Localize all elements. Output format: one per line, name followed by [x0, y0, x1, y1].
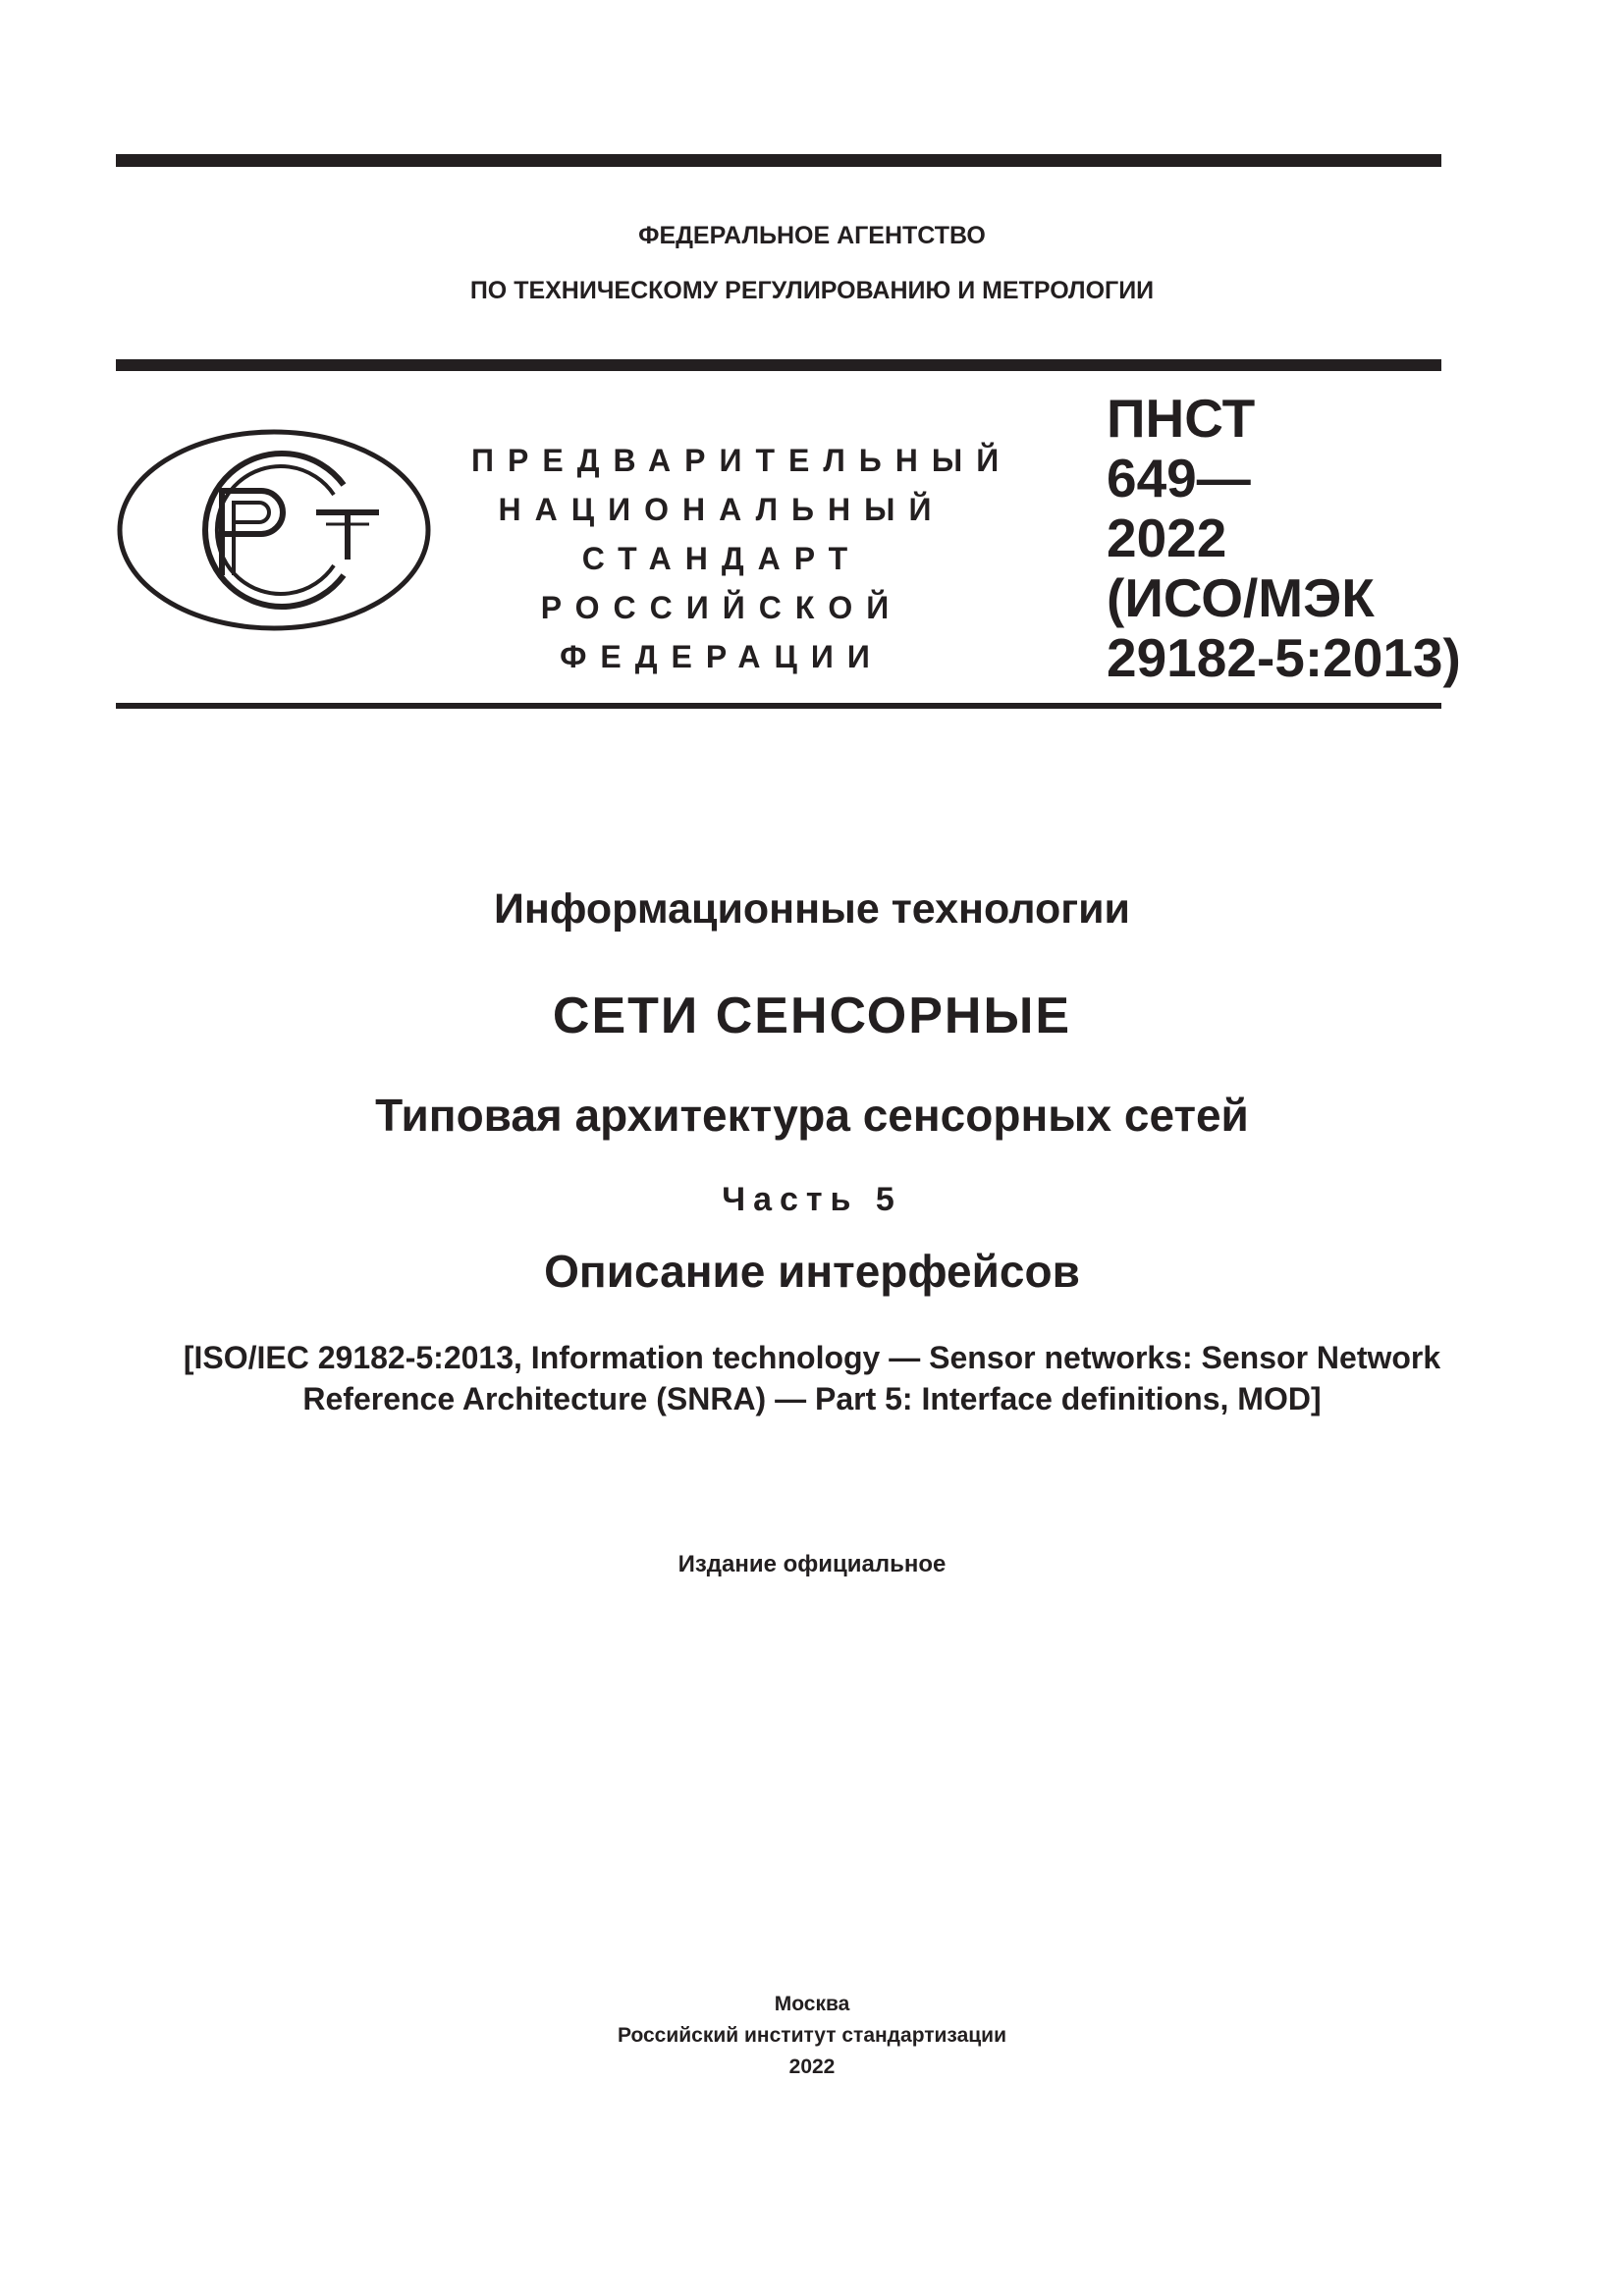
imprint-city: Москва [774, 1993, 850, 2015]
subject-area: Информационные технологии [493, 885, 1130, 933]
standard-designation [1107, 389, 1461, 688]
designation-line: 649— [1107, 448, 1251, 508]
designation-line: 2022 [1107, 507, 1227, 568]
part-title: Описание интерфейсов [544, 1246, 1080, 1297]
standard-type-block [471, 436, 1013, 681]
main-title: СЕТИ СЕНСОРНЫЕ [552, 988, 1072, 1044]
title-block-rule [116, 703, 1441, 709]
reference-line: [ISO/IEC 29182-5:2013, Information technology — Sensor networks: Sensor Network [183, 1340, 1441, 1375]
imprint-year: 2022 [788, 2056, 836, 2078]
agency-line-1: ФЕДЕРАЛЬНОЕ АГЕНТСТВО [638, 222, 986, 249]
original-standard-reference [0, 1337, 1624, 1419]
part-number: Часть 5 [722, 1181, 902, 1218]
standard-type-line: НАЦИОНАЛЬНЫЙ [498, 492, 946, 527]
edition-label: Издание официальное [677, 1551, 947, 1577]
standard-type-line: ФЕДЕРАЦИИ [560, 639, 884, 674]
imprint [0, 1989, 1624, 2083]
designation-line: (ИСО/МЭК [1107, 567, 1375, 628]
agency-line-2: ПО ТЕХНИЧЕСКОМУ РЕГУЛИРОВАНИЮ И МЕТРОЛОГИИ [469, 277, 1155, 304]
header-rule [116, 359, 1441, 371]
standard-type-line: РОССИЙСКОЙ [540, 590, 903, 625]
reference-line: Reference Architecture (SNRA) — Part 5: Interface definitions, MOD] [302, 1381, 1322, 1416]
subtitle: Типовая архитектура сенсорных сетей [375, 1090, 1249, 1141]
top-rule [116, 154, 1441, 167]
standard-type-line: СТАНДАРТ [581, 541, 862, 576]
rst-gost-logo [116, 428, 432, 632]
designation-line: 29182-5:2013) [1107, 627, 1461, 688]
imprint-publisher: Российский институт стандартизации [617, 2024, 1007, 2047]
designation-line: ПНСТ [1107, 388, 1256, 449]
standard-type-line: ПРЕДВАРИТЕЛЬНЫЙ [471, 443, 1013, 478]
